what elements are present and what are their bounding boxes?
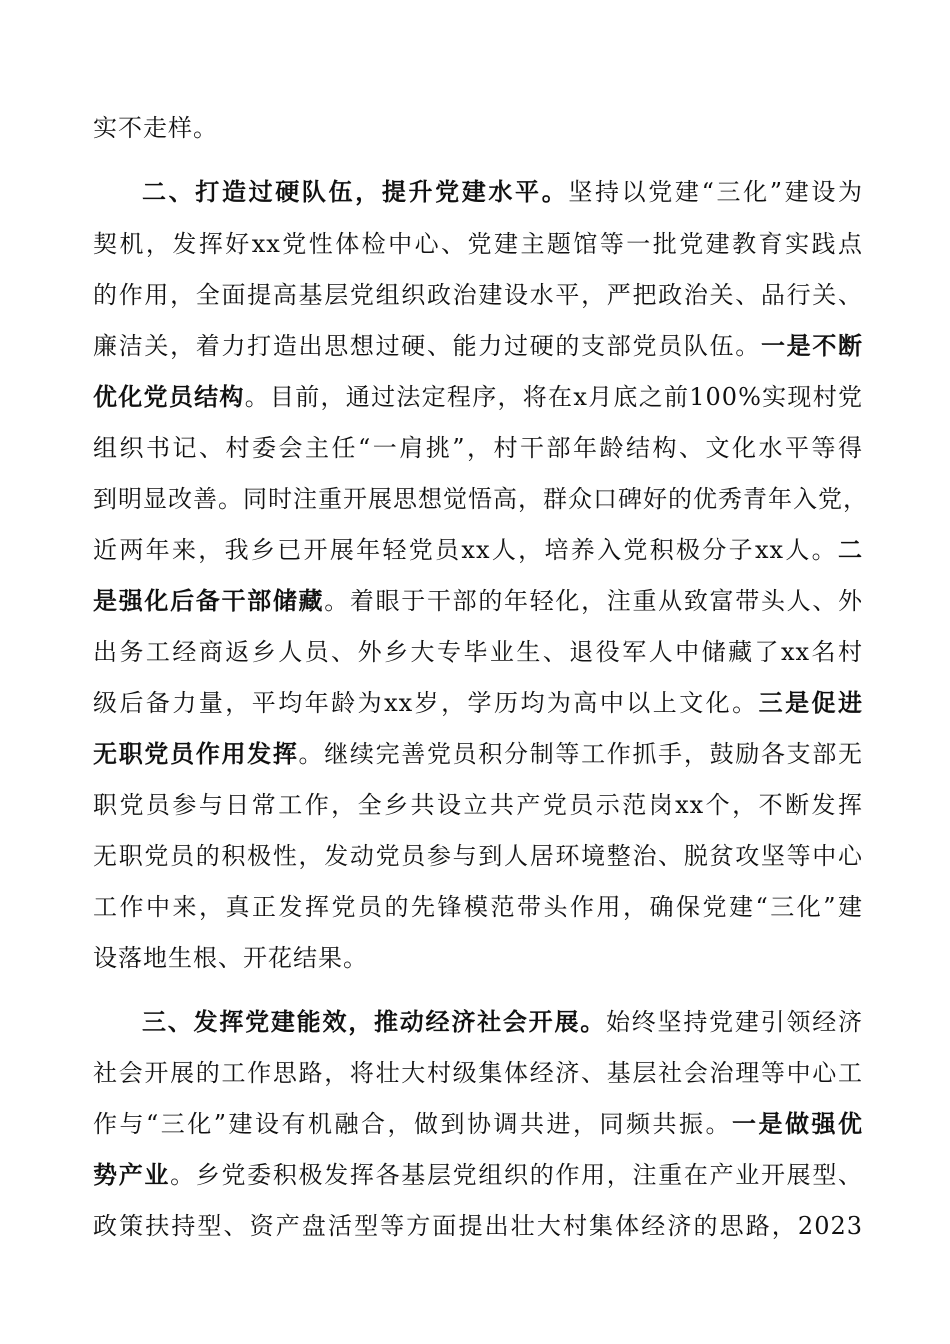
text-line: 工作中来，真正发挥党员的先锋模范带头作用，确保党建“三化”建 <box>93 893 863 921</box>
text-line: 组织书记、村委会主任“一肩挑”，村干部年龄结构、文化水平等得 <box>93 434 863 462</box>
text-line: 实不走样。 <box>93 114 218 142</box>
section-heading-line: 二、打造过硬队伍，提升党建水平。坚持以党建“三化”建设为 <box>142 178 863 206</box>
text-line: 势产业。乡党委积极发挥各基层党组织的作用，注重在产业开展型、 <box>93 1161 864 1189</box>
text-line: 优化党员结构。目前，通过法定程序，将在x月底之前100%实现村党 <box>93 383 863 411</box>
text-line: 无职党员作用发挥。继续完善党员积分制等工作抓手，鼓励各支部无 <box>93 740 864 768</box>
text-line: 设落地生根、开花结果。 <box>93 944 368 972</box>
text-line: 是强化后备干部储藏。着眼于干部的年轻化，注重从致富带头人、外 <box>93 587 864 615</box>
text-line: 无职党员的积极性，发动党员参与到人居环境整治、脱贫攻坚等中心 <box>93 842 863 870</box>
text-line: 职党员参与日常工作，全乡共设立共产党员示范岗xx个，不断发挥 <box>93 791 863 819</box>
text-line: 级后备力量，平均年龄为xx岁，学历均为高中以上文化。三是促进 <box>93 689 863 717</box>
text-line: 社会开展的工作思路，将壮大村级集体经济、基层社会治理等中心工 <box>93 1059 863 1087</box>
text-line: 到明显改善。同时注重开展思想觉悟高，群众口碑好的优秀青年入党， <box>93 485 868 513</box>
text-line: 的作用，全面提高基层党组织政治建设水平，严把政治关、品行关、 <box>93 281 863 309</box>
text-line: 政策扶持型、资产盘活型等方面提出壮大村集体经济的思路，2023 <box>93 1212 863 1240</box>
text-line: 近两年来，我乡已开展年轻党员xx人，培养入党积极分子xx人。二 <box>93 536 863 564</box>
text-line: 出务工经商返乡人员、外乡大专毕业生、退役军人中储藏了xx名村 <box>93 638 863 666</box>
text-line: 契机，发挥好xx党性体检中心、党建主题馆等一批党建教育实践点 <box>93 230 863 258</box>
text-line: 廉洁关，着力打造出思想过硬、能力过硬的支部党员队伍。一是不断 <box>93 332 864 360</box>
section-heading-line: 三、发挥党建能效，推动经济社会开展。始终坚持党建引领经济 <box>142 1008 863 1036</box>
text-line: 作与“三化”建设有机融合，做到协调共进，同频共振。一是做强优 <box>93 1110 863 1138</box>
